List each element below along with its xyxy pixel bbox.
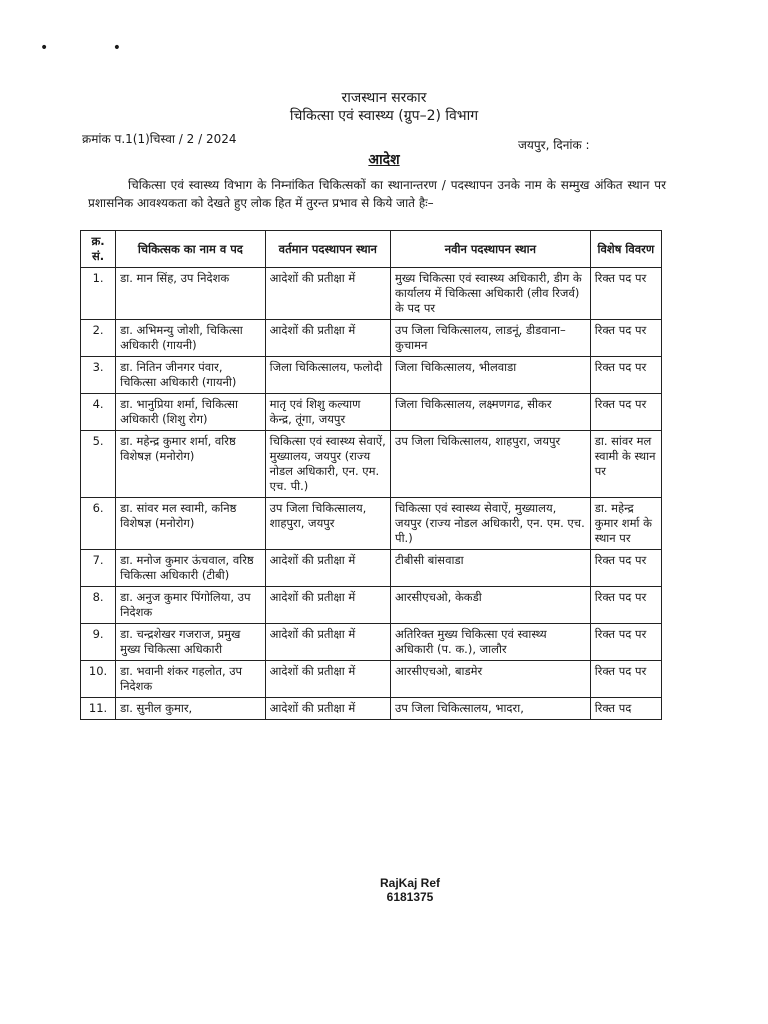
cell-serial: 11. bbox=[81, 698, 116, 720]
table-row bbox=[81, 587, 662, 624]
cell-doctor: डा. चन्द्रशेखर गजराज, प्रमुख मुख्य चिकित्सा अधिकारी bbox=[116, 624, 266, 661]
header-serial: क्र. सं. bbox=[81, 231, 116, 268]
cell-current-posting: जिला चिकित्सालय, फलोदी bbox=[265, 357, 390, 394]
cell-serial: 8. bbox=[81, 587, 116, 624]
cell-doctor: डा. नितिन जीनगर पंवार, चिकित्सा अधिकारी (गायनी) bbox=[116, 357, 266, 394]
header-new-posting: नवीन पदस्थापन स्थान bbox=[391, 231, 591, 268]
cell-serial: 4. bbox=[81, 394, 116, 431]
table-row bbox=[81, 550, 662, 587]
cell-doctor: डा. भवानी शंकर गहलोत, उप निदेशक bbox=[116, 661, 266, 698]
cell-doctor: डा. भानुप्रिया शर्मा, चिकित्सा अधिकारी (शिशु रोग) bbox=[116, 394, 266, 431]
cell-remarks: रिक्त पद पर bbox=[590, 357, 661, 394]
reference-number: क्रमांक प.1(1)चिस्वा / 2 / 2024 bbox=[82, 132, 237, 146]
cell-new-posting: उप जिला चिकित्सालय, शाहपुरा, जयपुर bbox=[391, 431, 591, 498]
cell-serial: 10. bbox=[81, 661, 116, 698]
header-current-posting: वर्तमान पदस्थापन स्थान bbox=[265, 231, 390, 268]
cell-serial: 7. bbox=[81, 550, 116, 587]
cell-new-posting: आरसीएचओ, बाडमेर bbox=[391, 661, 591, 698]
cell-new-posting: उप जिला चिकित्सालय, भादरा, bbox=[391, 698, 591, 720]
cell-current-posting: आदेशों की प्रतीक्षा में bbox=[265, 661, 390, 698]
cell-serial: 2. bbox=[81, 320, 116, 357]
scan-marks: • • bbox=[40, 40, 151, 56]
cell-new-posting: चिकित्सा एवं स्वास्थ्य सेवाऐं, मुख्यालय, जयपुर (राज्य नोडल अधिकारी, एन. एम. एच. पी.) bbox=[391, 498, 591, 550]
cell-serial: 1. bbox=[81, 268, 116, 320]
cell-current-posting: आदेशों की प्रतीक्षा में bbox=[265, 320, 390, 357]
cell-doctor: डा. अनुज कुमार पिंगोलिया, उप निदेशक bbox=[116, 587, 266, 624]
cell-remarks: रिक्त पद पर bbox=[590, 394, 661, 431]
cell-current-posting: चिकित्सा एवं स्वास्थ्य सेवाऐं, मुख्यालय, जयपुर (राज्य नोडल अधिकारी, एन. एम. एच. पी.) bbox=[265, 431, 390, 498]
cell-new-posting: आरसीएचओ, केकडी bbox=[391, 587, 591, 624]
cell-current-posting: मातृ एवं शिशु कल्याण केन्द्र, तूंगा, जयपुर bbox=[265, 394, 390, 431]
cell-doctor: डा. सुनील कुमार, bbox=[116, 698, 266, 720]
cell-current-posting: आदेशों की प्रतीक्षा में bbox=[265, 587, 390, 624]
cell-current-posting: आदेशों की प्रतीक्षा में bbox=[265, 624, 390, 661]
cell-remarks: रिक्त पद पर bbox=[590, 268, 661, 320]
table-row bbox=[81, 698, 662, 720]
header-doctor: चिकित्सक का नाम व पद bbox=[116, 231, 266, 268]
table-row bbox=[81, 320, 662, 357]
cell-new-posting: टीबीसी बांसवाडा bbox=[391, 550, 591, 587]
cell-new-posting: उप जिला चिकित्सालय, लाडनूं, डीडवाना–कुचामन bbox=[391, 320, 591, 357]
cell-remarks: रिक्त पद पर bbox=[590, 624, 661, 661]
cell-serial: 9. bbox=[81, 624, 116, 661]
date-place: जयपुर, दिनांक : bbox=[518, 138, 590, 152]
cell-remarks: रिक्त पद पर bbox=[590, 320, 661, 357]
cell-doctor: डा. महेन्द्र कुमार शर्मा, वरिष्ठ विशेषज्ञ (मनोरोग) bbox=[116, 431, 266, 498]
cell-doctor: डा. अभिमन्यु जोशी, चिकित्सा अधिकारी (गायनी) bbox=[116, 320, 266, 357]
transfer-table bbox=[80, 230, 662, 720]
table-row bbox=[81, 394, 662, 431]
cell-remarks: रिक्त पद bbox=[590, 698, 661, 720]
cell-doctor: डा. मान सिंह, उप निदेशक bbox=[116, 268, 266, 320]
cell-new-posting: मुख्य चिकित्सा एवं स्वास्थ्य अधिकारी, डीग के कार्यालय में चिकित्सा अधिकारी (लीव रिजर्व) के पद पर bbox=[391, 268, 591, 320]
cell-current-posting: आदेशों की प्रतीक्षा में bbox=[265, 268, 390, 320]
table-header-row bbox=[81, 231, 662, 268]
stamp-number: 6181375 bbox=[386, 890, 434, 904]
cell-serial: 6. bbox=[81, 498, 116, 550]
cell-doctor: डा. मनोज कुमार ऊंचवाल, वरिष्ठ चिकित्सा अधिकारी (टीबी) bbox=[116, 550, 266, 587]
cell-doctor: डा. सांवर मल स्वामी, कनिष्ठ विशेषज्ञ (मनोरोग) bbox=[116, 498, 266, 550]
cell-current-posting: उप जिला चिकित्सालय, शाहपुरा, जयपुर bbox=[265, 498, 390, 550]
cell-remarks: रिक्त पद पर bbox=[590, 550, 661, 587]
table-row bbox=[81, 268, 662, 320]
rajkaj-stamp bbox=[370, 876, 450, 904]
table-row bbox=[81, 357, 662, 394]
cell-remarks: डा. सांवर मल स्वामी के स्थान पर bbox=[590, 431, 661, 498]
cell-new-posting: अतिरिक्त मुख्य चिकित्सा एवं स्वास्थ्य अधिकारी (प. क.), जालौर bbox=[391, 624, 591, 661]
cell-new-posting: जिला चिकित्सालय, लक्ष्मणगढ, सीकर bbox=[391, 394, 591, 431]
header-remarks: विशेष विवरण bbox=[590, 231, 661, 268]
order-title: आदेश bbox=[368, 152, 400, 168]
cell-current-posting: आदेशों की प्रतीक्षा में bbox=[265, 550, 390, 587]
cell-new-posting: जिला चिकित्सालय, भीलवाडा bbox=[391, 357, 591, 394]
table-row bbox=[81, 661, 662, 698]
cell-remarks: रिक्त पद पर bbox=[590, 587, 661, 624]
cell-remarks: डा. महेन्द्र कुमार शर्मा के स्थान पर bbox=[590, 498, 661, 550]
cell-serial: 3. bbox=[81, 357, 116, 394]
stamp-label: RajKaj Ref bbox=[379, 876, 441, 890]
table-row bbox=[81, 624, 662, 661]
cell-current-posting: आदेशों की प्रतीक्षा में bbox=[265, 698, 390, 720]
intro-paragraph: चिकित्सा एवं स्वास्थ्य विभाग के निम्नांकित चिकित्सकों का स्थानान्तरण / पदस्थापन उनके नाम के सम्मुख अंकित स्थान पर प्रशासनिक आवश्यकता को देखते हुए लोक हित में तुरन्त प्रभाव से किये जाते हैः– bbox=[88, 178, 666, 210]
government-heading: राजस्थान सरकार bbox=[341, 90, 427, 106]
table-row bbox=[81, 498, 662, 550]
cell-serial: 5. bbox=[81, 431, 116, 498]
table-row bbox=[81, 431, 662, 498]
department-heading: चिकित्सा एवं स्वास्थ्य (ग्रुप–2) विभाग bbox=[289, 108, 479, 124]
cell-remarks: रिक्त पद पर bbox=[590, 661, 661, 698]
